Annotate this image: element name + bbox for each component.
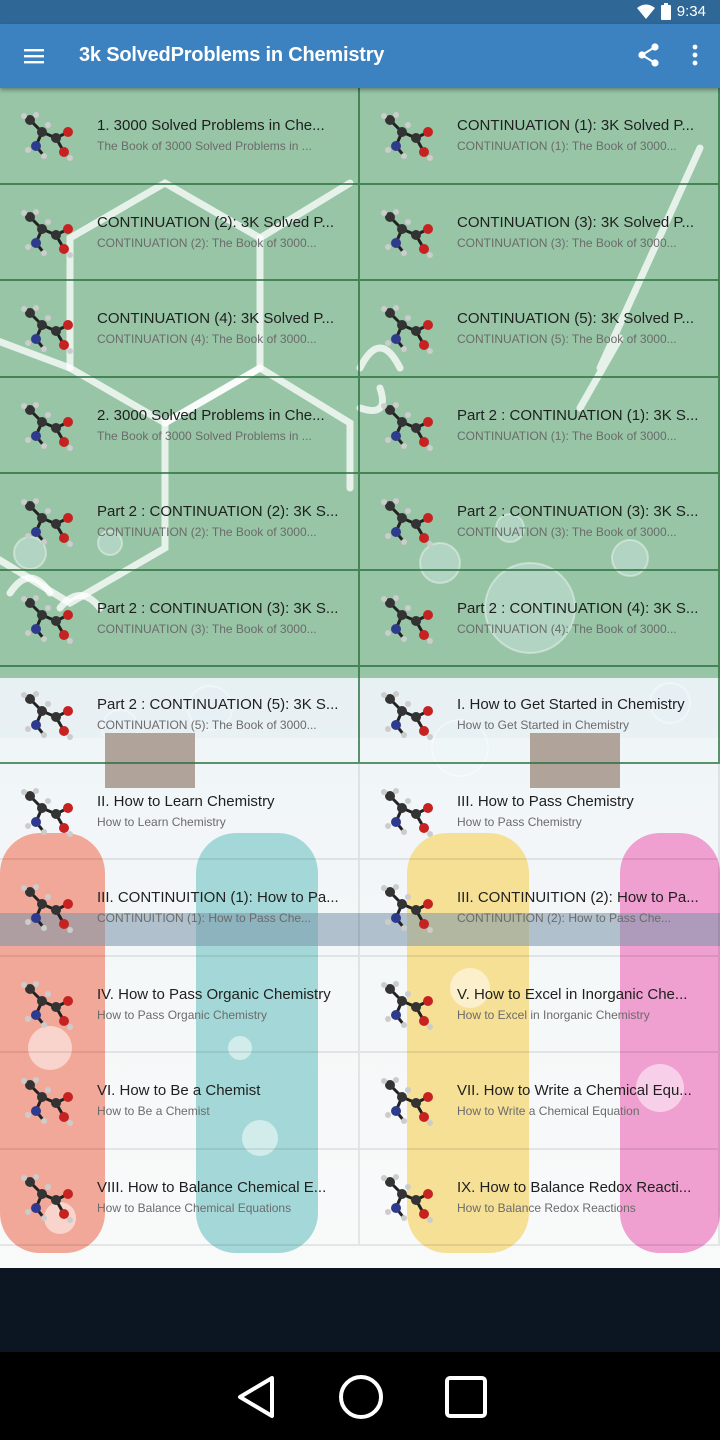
molecule-icon — [378, 689, 440, 743]
content-area[interactable] — [0, 88, 720, 1268]
list-item[interactable] — [360, 1053, 720, 1150]
item-subtitle: How to Pass Chemistry — [457, 814, 582, 829]
list-item[interactable] — [360, 378, 720, 475]
menu-icon[interactable] — [20, 42, 48, 70]
molecule-icon — [18, 689, 80, 743]
item-subtitle: How to Write a Chemical Equation — [457, 1104, 640, 1118]
molecule-icon — [18, 786, 80, 840]
list-item[interactable] — [0, 764, 360, 861]
item-title: CONTINUATION (4): 3K Solved P... — [97, 310, 335, 327]
item-title: CONTINUATION (5): 3K Solved P... — [457, 310, 695, 327]
list-item[interactable] — [0, 1053, 360, 1150]
item-title: VIII. How to Balance Chemical E... — [97, 1178, 327, 1196]
item-subtitle: CONTINUITION (1): How to Pass Che... — [97, 911, 312, 925]
book-grid — [0, 88, 720, 1246]
item-title: III. How to Pass Chemistry — [457, 792, 634, 810]
navigation-bar — [0, 1352, 720, 1440]
molecule-icon — [18, 882, 80, 936]
item-subtitle: CONTINUATION (2): The Book of 3000... — [97, 525, 317, 539]
item-subtitle: How to Balance Chemical Equations — [97, 1200, 292, 1215]
molecule-icon — [378, 400, 440, 454]
list-item[interactable] — [360, 764, 720, 861]
item-title: 1. 3000 Solved Problems in Che... — [97, 117, 325, 134]
item-title: V. How to Excel in Inorganic Che... — [457, 985, 688, 1003]
item-subtitle: CONTINUATION (3): The Book of 3000... — [457, 525, 677, 539]
item-title: III. CONTINUITION (2): How to Pa... — [457, 889, 699, 906]
molecule-icon — [18, 593, 80, 647]
item-subtitle: CONTINUATION (1): The Book of 3000... — [457, 428, 677, 443]
item-title: Part 2 : CONTINUATION (3): 3K S... — [457, 503, 699, 520]
molecule-icon — [378, 1172, 440, 1226]
item-subtitle: CONTINUATION (5): The Book of 3000... — [97, 718, 317, 732]
item-title: Part 2 : CONTINUATION (3): 3K S... — [97, 599, 339, 617]
item-subtitle: CONTINUATION (4): The Book of 3000... — [457, 621, 677, 636]
recents-icon[interactable] — [441, 1372, 491, 1422]
list-item[interactable] — [360, 1150, 720, 1247]
home-icon[interactable] — [336, 1372, 386, 1422]
battery-icon — [661, 3, 671, 20]
list-item[interactable] — [0, 185, 360, 282]
list-item[interactable] — [0, 667, 360, 764]
item-title: IX. How to Balance Redox Reacti... — [457, 1178, 692, 1196]
item-title: CONTINUATION (1): 3K Solved P... — [457, 117, 695, 134]
list-item[interactable] — [360, 474, 720, 571]
list-item[interactable] — [0, 1150, 360, 1247]
item-subtitle: How to Get Started in Chemistry — [457, 718, 630, 732]
molecule-icon — [378, 786, 440, 840]
list-item[interactable] — [360, 667, 720, 764]
item-subtitle: CONTINUATION (4): The Book of 3000... — [97, 332, 317, 346]
item-subtitle: How to Be a Chemist — [97, 1104, 210, 1118]
list-item[interactable] — [360, 571, 720, 668]
molecule-icon — [18, 110, 80, 164]
molecule-icon — [18, 1075, 80, 1129]
wifi-icon — [637, 4, 655, 20]
item-title: Part 2 : CONTINUATION (2): 3K S... — [97, 503, 339, 520]
item-subtitle: The Book of 3000 Solved Problems in ... — [97, 139, 312, 153]
item-title: VII. How to Write a Chemical Equ... — [457, 1082, 692, 1099]
item-title: II. How to Learn Chemistry — [97, 792, 275, 810]
item-title: CONTINUATION (3): 3K Solved P... — [457, 213, 695, 231]
list-item[interactable] — [0, 378, 360, 475]
molecule-icon — [378, 207, 440, 261]
list-item[interactable] — [0, 571, 360, 668]
more-vert-icon[interactable] — [682, 40, 708, 70]
item-subtitle: CONTINUATION (5): The Book of 3000... — [457, 332, 677, 346]
molecule-icon — [18, 496, 80, 550]
item-subtitle: How to Excel in Inorganic Chemistry — [457, 1007, 650, 1022]
molecule-icon — [378, 1075, 440, 1129]
item-title: 2. 3000 Solved Problems in Che... — [97, 406, 325, 424]
molecule-icon — [378, 979, 440, 1033]
item-title: IV. How to Pass Organic Chemistry — [97, 985, 331, 1003]
list-item[interactable] — [0, 957, 360, 1054]
item-subtitle: CONTINUATION (1): The Book of 3000... — [457, 139, 677, 153]
molecule-icon — [18, 207, 80, 261]
molecule-icon — [18, 979, 80, 1033]
molecule-icon — [378, 496, 440, 550]
molecule-icon — [378, 303, 440, 357]
molecule-icon — [378, 593, 440, 647]
page-title: 3k SolvedProblems in Chemistry — [79, 44, 385, 66]
list-item[interactable] — [0, 860, 360, 957]
list-item[interactable] — [0, 88, 360, 185]
item-subtitle: How to Pass Organic Chemistry — [97, 1007, 268, 1022]
item-subtitle: CONTINUATION (3): The Book of 3000... — [457, 235, 677, 250]
item-title: I. How to Get Started in Chemistry — [457, 696, 685, 713]
status-time: 9:34 — [676, 3, 706, 20]
item-title: Part 2 : CONTINUATION (5): 3K S... — [97, 696, 339, 713]
item-subtitle: How to Learn Chemistry — [97, 814, 226, 829]
molecule-icon — [378, 882, 440, 936]
item-subtitle: The Book of 3000 Solved Problems in ... — [97, 428, 312, 443]
item-subtitle: CONTINUATION (2): The Book of 3000... — [97, 235, 317, 250]
list-item[interactable] — [360, 860, 720, 957]
list-item[interactable] — [0, 474, 360, 571]
molecule-icon — [18, 1172, 80, 1226]
list-item[interactable] — [0, 281, 360, 378]
item-subtitle: CONTINUITION (2): How to Pass Che... — [457, 911, 672, 925]
item-title: CONTINUATION (2): 3K Solved P... — [97, 213, 335, 231]
item-title: Part 2 : CONTINUATION (1): 3K S... — [457, 406, 699, 424]
list-item[interactable] — [360, 88, 720, 185]
item-subtitle: CONTINUATION (3): The Book of 3000... — [97, 621, 317, 636]
list-item[interactable] — [360, 957, 720, 1054]
molecule-icon — [18, 303, 80, 357]
item-title: III. CONTINUITION (1): How to Pa... — [97, 889, 339, 906]
list-item[interactable] — [360, 281, 720, 378]
app-bar — [0, 24, 720, 88]
list-item[interactable] — [360, 185, 720, 282]
status-bar — [0, 0, 720, 24]
molecule-icon — [18, 400, 80, 454]
molecule-icon — [378, 110, 440, 164]
back-icon[interactable] — [232, 1372, 282, 1422]
share-icon[interactable] — [634, 40, 664, 70]
item-title: Part 2 : CONTINUATION (4): 3K S... — [457, 599, 699, 617]
item-subtitle: How to Balance Redox Reactions — [457, 1200, 636, 1215]
item-title: VI. How to Be a Chemist — [97, 1082, 261, 1099]
